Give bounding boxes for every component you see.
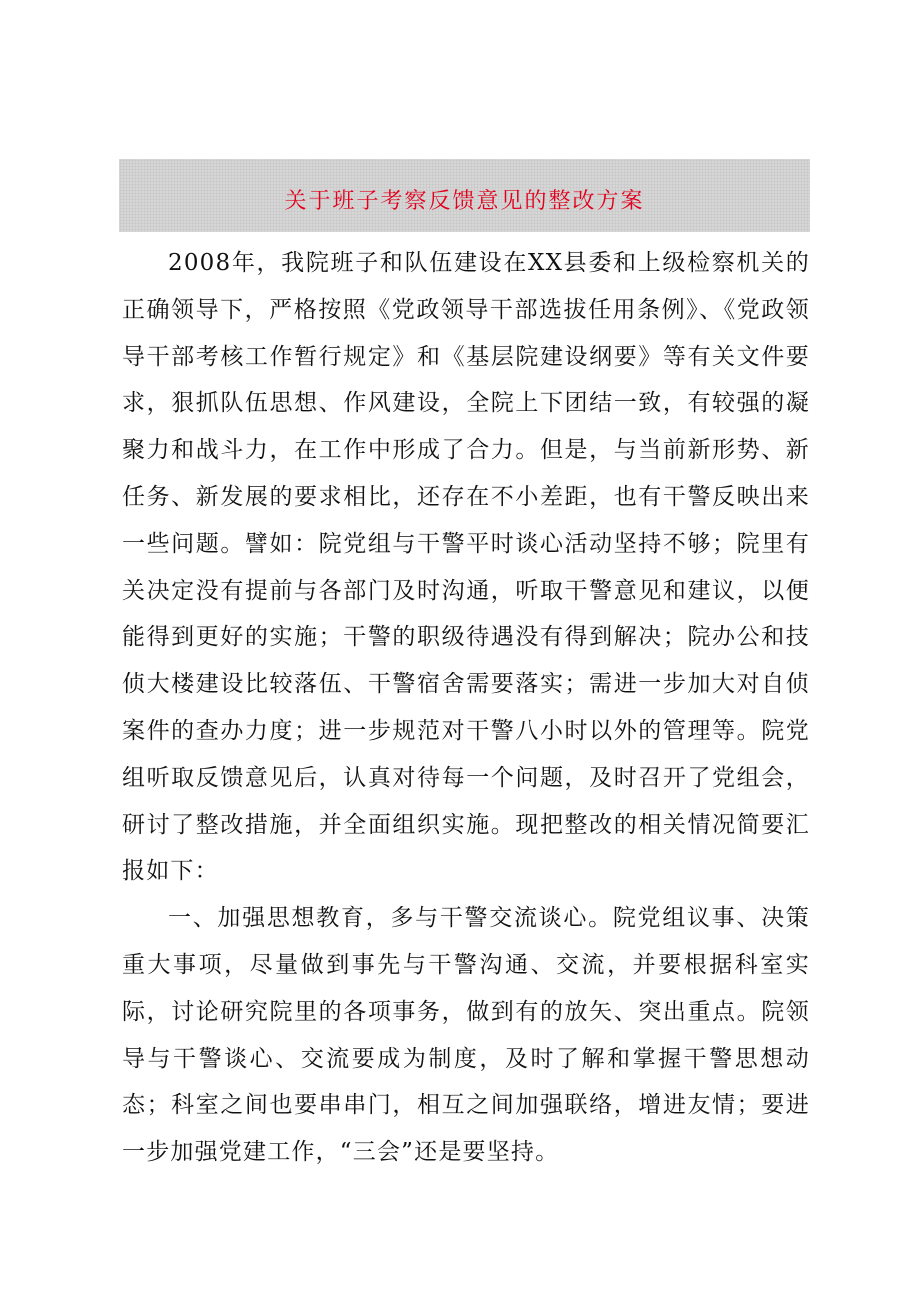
paragraph-intro: 2008年，我院班子和队伍建设在XX县委和上级检察机关的正确领导下，严格按照《党政领导干部选拔任用条例》、《党政领导干部考核工作暂行规定》和《基层院建设纲要》等有关文件要求，狠抓队伍思想、作风建设，全院上下团结一致，有较强的凝聚力和战斗力，在工作中形成了合力。但是，与当前新形势、新任务、新发展的要求相比，还存在不小差距，也有干警反映出来一些问题。譬如：院党组与干警平时谈心活动坚持不够；院里有关决定没有提前与各部门及时沟通，听取干警意见和建议，以便能得到更好的实施；干警的职级待遇没有得到解决；院办公和技侦大楼建设比较落伍、干警宿舍需要落实；需进一步加大对自侦案件的查办力度；进一步规范对干警八小时以外的管理等。院党组听取反馈意见后，认真对待每一个问题，及时召开了党组会，研讨了整改措施，并全面组织实施。现把整改的相关情况简要汇报如下： [122, 250, 810, 885]
paragraph-section-one: 一、加强思想教育，多与干警交流谈心。院党组议事、决策重大事项，尽量做到事先与干警沟通、交流，并要根据科室实际，讨论研究院里的各项事务，做到有的放矢、突出重点。院领导与干警谈心、交流要成为制度，及时了解和掌握干警思想动态；科室之间也要串串门，相互之间加强联络，增进友情；要进一步加强党建工作，“三会”还是要坚持。 [122, 905, 810, 1166]
title-banner [119, 159, 810, 232]
document-title: 关于班子考察反馈意见的整改方案 [284, 189, 645, 214]
document-body [122, 240, 810, 1176]
